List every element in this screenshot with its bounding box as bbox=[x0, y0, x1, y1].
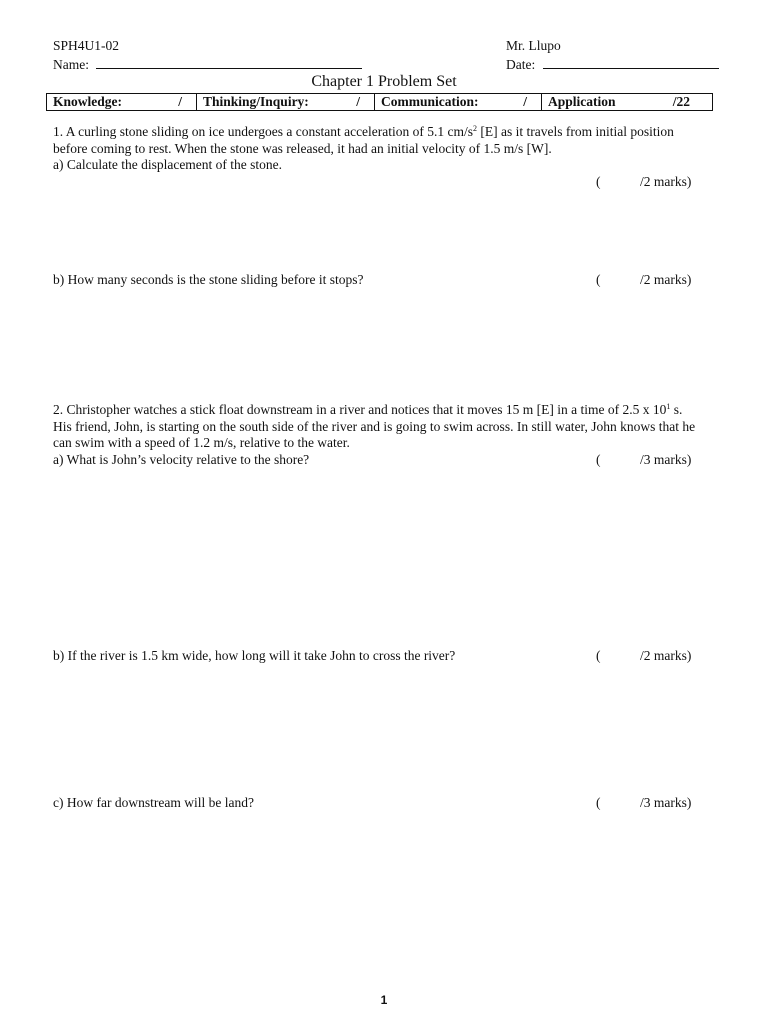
page-number: 1 bbox=[380, 993, 388, 1007]
question-1b: b) How many seconds is the stone sliding before it stops? bbox=[53, 272, 364, 287]
question-2-stem bbox=[53, 402, 703, 452]
question-2a-marks: ( /3 marks) bbox=[596, 452, 692, 467]
rubric-score: / bbox=[178, 94, 182, 109]
name-blank[interactable] bbox=[96, 56, 362, 69]
name-label: Name: bbox=[53, 57, 89, 72]
question-1a-marks: ( /2 marks) bbox=[596, 174, 692, 189]
q2-stem-text-cont: s. His friend, John, is starting on the south side of the river and is going to swim across. In still water, John knows that he can swim with a speed of 1.2 m/s, relative to the water. bbox=[53, 402, 696, 450]
rubric-cell-knowledge bbox=[47, 94, 197, 110]
question-1b-marks: ( /2 marks) bbox=[596, 272, 692, 287]
q2-stem-exponent: 1 bbox=[666, 402, 671, 411]
rubric-score: / bbox=[523, 94, 527, 109]
q1-stem-text-cont: [E] as it travels from initial position before coming to rest. When the stone was released, it had an initial velocity of 1.5 m/s [W]. bbox=[53, 124, 674, 156]
rubric-label: Application bbox=[548, 94, 616, 109]
question-2a: a) What is John’s velocity relative to the shore? bbox=[53, 452, 310, 467]
question-1-stem bbox=[53, 124, 703, 157]
rubric-cell-communication bbox=[375, 94, 542, 110]
question-2b: b) If the river is 1.5 km wide, how long will it take John to cross the river? bbox=[53, 648, 456, 663]
teacher-name: Mr. Llupo bbox=[506, 38, 561, 53]
name-field[interactable] bbox=[53, 56, 362, 73]
rubric-total: /22 bbox=[672, 94, 690, 109]
rubric-table bbox=[46, 93, 713, 111]
date-field[interactable] bbox=[506, 56, 719, 73]
rubric-label: Communication: bbox=[381, 94, 479, 109]
question-1a: a) Calculate the displacement of the stone. bbox=[53, 157, 283, 172]
question-2c-marks: ( /3 marks) bbox=[596, 795, 692, 810]
q1-stem-exponent: 2 bbox=[473, 124, 478, 133]
q2-stem-text: 2. Christopher watches a stick float downstream in a river and notices that it moves 15 m [E] in a time of 2.5 x 10 bbox=[53, 402, 667, 417]
rubric-cell-application bbox=[542, 94, 712, 110]
date-blank[interactable] bbox=[543, 56, 719, 69]
question-2c: c) How far downstream will be land? bbox=[53, 795, 254, 810]
page-title: Chapter 1 Problem Set bbox=[311, 73, 457, 90]
q1-stem-text: 1. A curling stone sliding on ice undergoes a constant acceleration of 5.1 cm/s bbox=[53, 124, 474, 139]
rubric-cell-thinking bbox=[197, 94, 375, 110]
rubric-score: / bbox=[356, 94, 360, 109]
rubric-label: Thinking/Inquiry: bbox=[203, 94, 309, 109]
question-2b-marks: ( /2 marks) bbox=[596, 648, 692, 663]
date-label: Date: bbox=[506, 57, 536, 72]
rubric-label: Knowledge: bbox=[53, 94, 122, 109]
course-code: SPH4U1-02 bbox=[53, 38, 120, 53]
